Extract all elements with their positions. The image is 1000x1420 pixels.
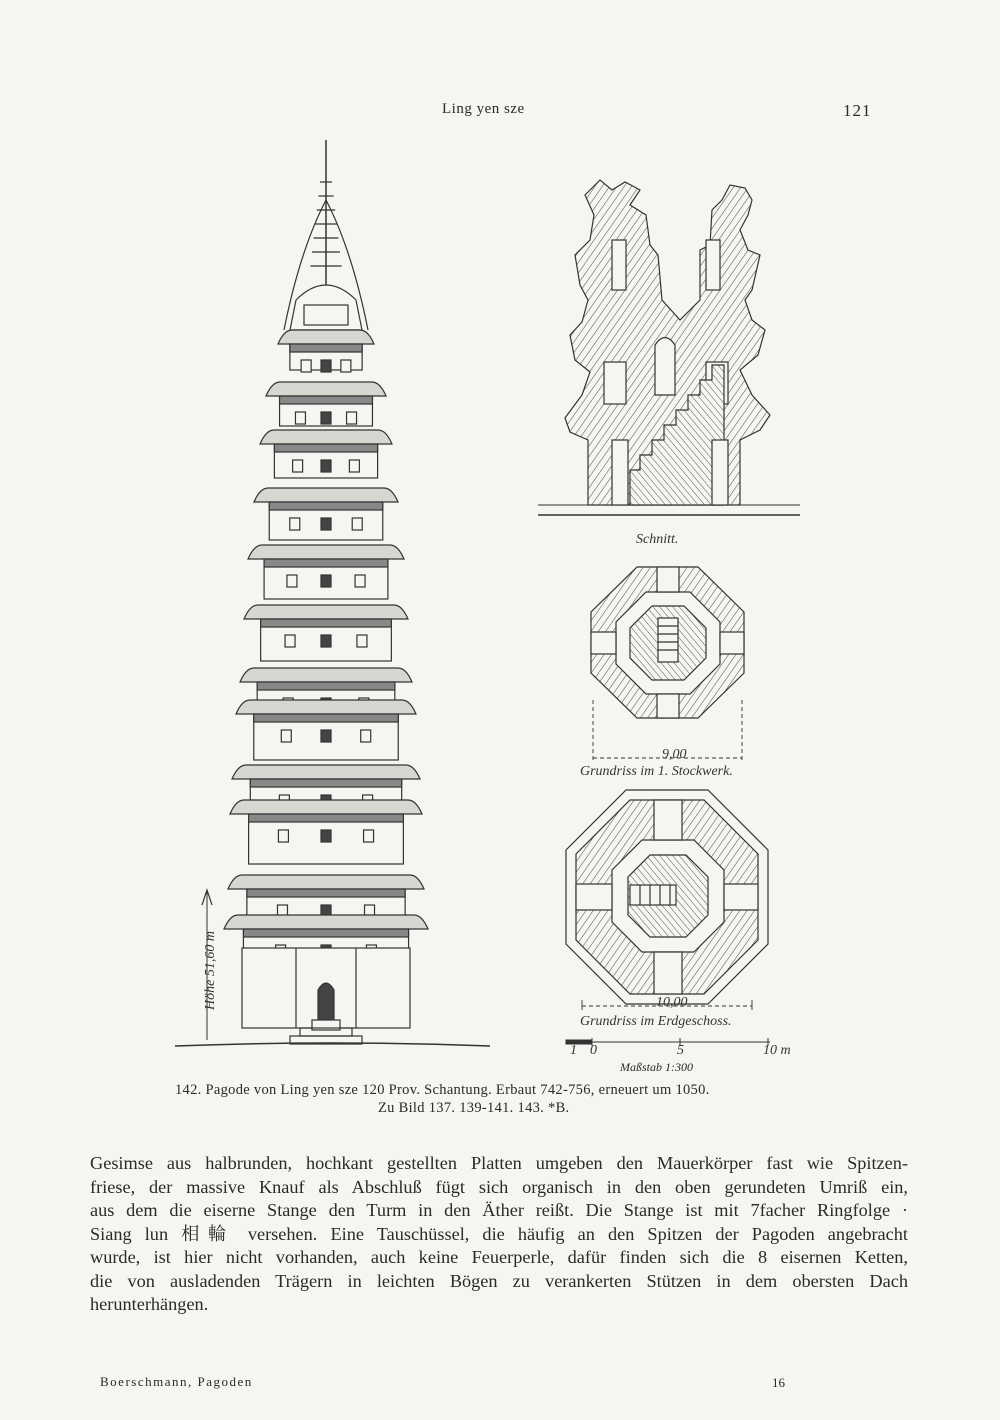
scale-ratio: Maßstab 1:300 bbox=[620, 1060, 693, 1074]
page-number: 121 bbox=[843, 101, 872, 120]
scale-tick-10m: 10 m bbox=[763, 1043, 791, 1058]
body-line: friese, der massive Knauf als Abschluß fügt sich organisch in den oben gerundeten Umriß ein, bbox=[90, 1176, 908, 1197]
body-line: Siang lun 相輪 versehen. Eine Tauschüssel, die häufig an den Spitzen der Pagoden angebracht bbox=[90, 1223, 908, 1244]
body-line: aus dem die eiserne Stange den Turm in den Äther reißt. Die Stange ist mit 7facher Ringfolge · bbox=[90, 1200, 908, 1220]
upper-plan-label: Grundriss im 1. Stockwerk. bbox=[580, 764, 733, 779]
pagoda-elevation-drawing bbox=[175, 140, 490, 1046]
body-line: wurde, ist hier nicht vorhanden, auch keine Feuerperle, dafür finden sich die 8 eisernen Ketten, bbox=[90, 1247, 908, 1267]
height-label: Höhe 51,60 m bbox=[203, 931, 218, 1010]
running-head: Ling yen sze bbox=[442, 101, 525, 117]
upper-floor-plan bbox=[580, 567, 744, 779]
body-line: die von ausladenden Trägern in leichten Bögen zu verankerten Stützen in dem obersten Dach bbox=[90, 1270, 908, 1291]
ground-plan-label: Grundriss im Erdgeschoss. bbox=[580, 1014, 732, 1029]
upper-plan-dimension: 9,00 bbox=[662, 747, 687, 762]
figure-caption-line-2: Zu Bild 137. 139-141. 143. *B. bbox=[378, 1100, 570, 1116]
section-drawing bbox=[538, 180, 800, 547]
section-label: Schnitt. bbox=[636, 532, 679, 547]
body-line: herunterhängen. bbox=[90, 1294, 209, 1314]
figure-caption-line-1: 142. Pagode von Ling yen sze 120 Prov. Schantung. Erbaut 742-756, erneuert um 1050. bbox=[175, 1082, 710, 1098]
ground-floor-plan bbox=[566, 790, 768, 1029]
scale-bar bbox=[566, 1038, 791, 1058]
scale-tick-5: 5 bbox=[677, 1043, 684, 1058]
scale-tick-0: 0 bbox=[590, 1043, 597, 1058]
ground-plan-dimension: 10,00 bbox=[656, 995, 688, 1010]
body-paragraph bbox=[90, 1152, 908, 1317]
body-line: Gesimse aus halbrunden, hochkant gestellten Platten umgeben den Mauerkörper fast wie Spitzen- bbox=[90, 1153, 908, 1173]
footer-author: Boerschmann, Pagoden bbox=[100, 1374, 253, 1389]
footer-signature: 16 bbox=[772, 1375, 785, 1390]
scale-tick-1: 1 bbox=[570, 1043, 577, 1058]
